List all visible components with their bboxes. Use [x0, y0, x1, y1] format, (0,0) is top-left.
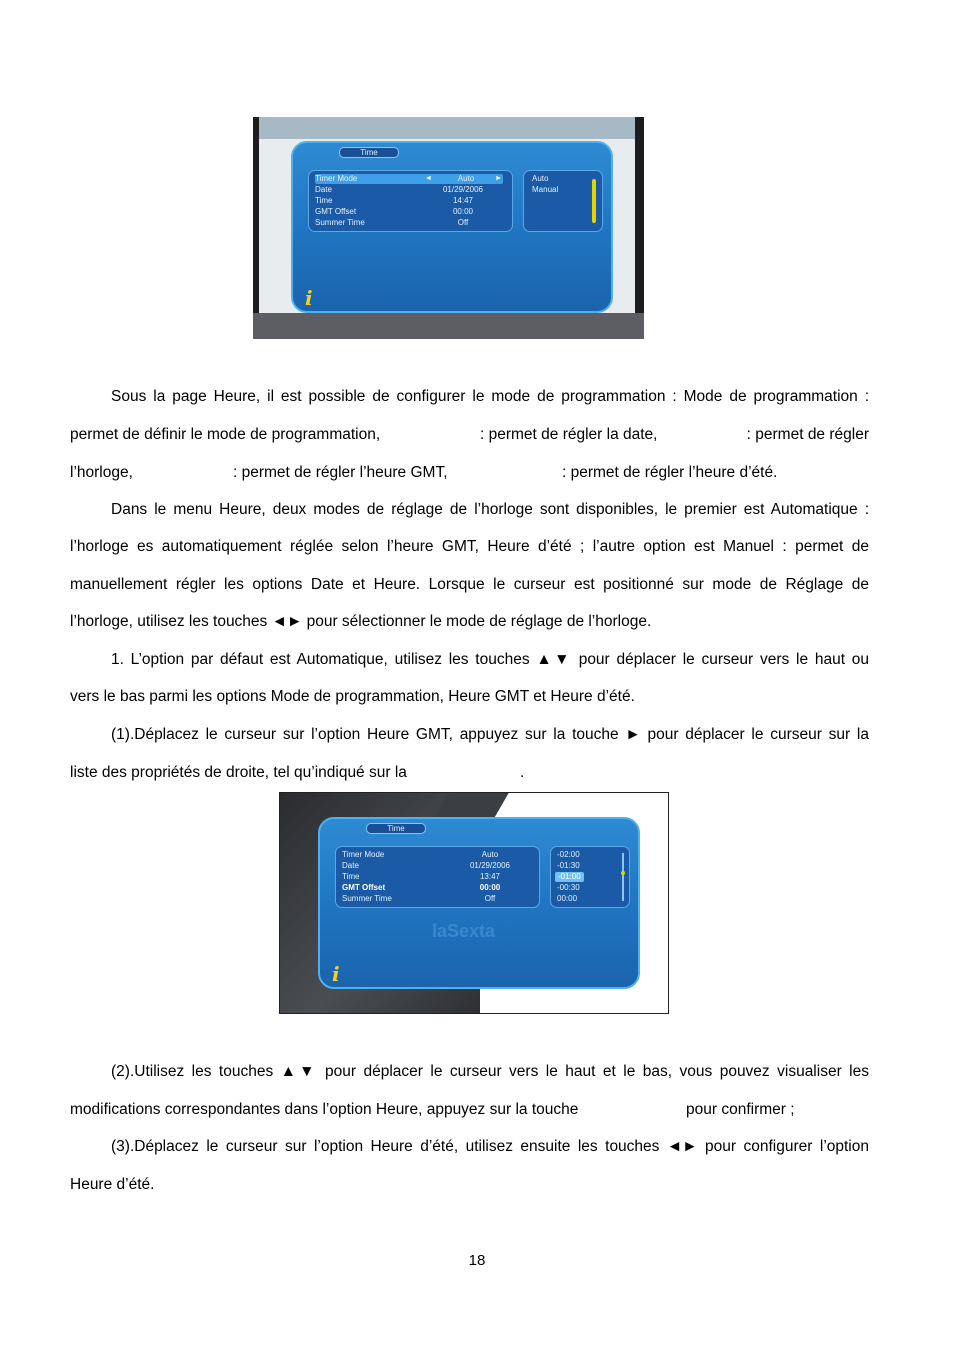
time-menu-panel [291, 141, 613, 313]
row-time[interactable] [315, 196, 503, 206]
row-label: Time [342, 872, 360, 881]
paragraph-line: l’horloge es automatiquement réglée selon l’heure GMT, Heure d’été ; l’autre option est Manuel : permet de [70, 538, 869, 555]
row-label: GMT Offset [315, 207, 357, 216]
row-value: Off [457, 218, 469, 227]
row-gmt-offset[interactable] [342, 883, 530, 893]
paragraph-line: (1).Déplacez le curseur sur l’option Heure GMT, appuyez sur la touche ► pour déplacer le curseur sur la [111, 726, 869, 743]
row-label: Summer Time [315, 218, 365, 227]
menu-title: Time [339, 147, 399, 158]
row-date[interactable] [342, 861, 530, 871]
text-segment: . [520, 764, 525, 781]
row-summer-time[interactable] [342, 894, 530, 904]
option-item[interactable]: Auto [532, 174, 549, 183]
paragraph-line: Heure d’été. [70, 1176, 155, 1193]
row-value: Auto [481, 850, 499, 859]
row-timer-mode[interactable] [315, 174, 503, 184]
row-value: 01/29/2006 [442, 185, 484, 194]
menu-title: Time [366, 823, 426, 834]
row-label: Date [315, 185, 332, 194]
info-icon: i [332, 962, 340, 986]
option-item[interactable]: 00:00 [557, 894, 578, 903]
text-segment: pour confirmer ; [686, 1101, 795, 1118]
scrollbar[interactable] [592, 179, 596, 223]
row-label: Time [315, 196, 333, 205]
row-value: 01/29/2006 [469, 861, 511, 870]
option-item[interactable]: -02:00 [557, 850, 580, 859]
text-segment: liste des propriétés de droite, tel qu’indiqué sur la [70, 764, 407, 781]
options-list [523, 170, 603, 232]
paragraph-line: (2).Utilisez les touches ▲▼ pour déplacer le curseur vers le haut et le bas, vous pouvez visualiser les [111, 1063, 869, 1080]
row-time[interactable] [342, 872, 530, 882]
option-item-selected[interactable]: -01:00 [555, 872, 584, 882]
paragraph-line: Sous la page Heure, il est possible de configurer le mode de programmation : Mode de programmation : [111, 388, 869, 405]
paragraph-line: manuellement régler les options Date et Heure. Lorsque le curseur est positionné sur mode de Réglage de [70, 576, 869, 593]
row-timer-mode[interactable] [342, 850, 530, 860]
row-value: Off [484, 894, 496, 903]
settings-list [335, 846, 540, 908]
row-label: Summer Time [342, 894, 392, 903]
right-arrow-icon: ► [495, 175, 502, 182]
row-label: Date [342, 861, 359, 870]
paragraph-line: vers le bas parmi les options Mode de programmation, Heure GMT et Heure d’été. [70, 688, 635, 705]
options-list [550, 846, 630, 908]
row-date[interactable] [315, 185, 503, 195]
row-gmt-offset[interactable] [315, 207, 503, 217]
background-floor [253, 313, 644, 339]
paragraph-line: 1. L’option par défaut est Automatique, utilisez les touches ▲▼ pour déplacer le curseur vers le haut ou [111, 651, 869, 668]
paragraph-line: Dans le menu Heure, deux modes de réglage de l’horloge sont disponibles, le premier est Automatique : [111, 501, 869, 518]
row-value: 00:00 [452, 207, 474, 216]
text-segment: : permet de régler [746, 426, 869, 443]
settings-list [308, 170, 513, 232]
row-value: 13:47 [479, 872, 501, 881]
watermark-logo: laSexta [432, 921, 496, 941]
row-label: GMT Offset [342, 883, 386, 892]
text-segment: : permet de régler la date, [480, 426, 658, 443]
text-segment: permet de définir le mode de programmation, [70, 426, 381, 443]
row-value: 14:47 [452, 196, 474, 205]
text-segment: : permet de régler l’heure d’été. [562, 464, 778, 481]
paragraph-line: l’horloge, utilisez les touches ◄► pour sélectionner le mode de réglage de l’horloge. [70, 613, 652, 630]
paragraph-line: (3).Déplacez le curseur sur l’option Heure d’été, utilisez ensuite les touches ◄► pour configurer l’option [111, 1138, 869, 1155]
option-item[interactable]: -01:30 [557, 861, 580, 870]
background-sky [259, 117, 635, 139]
time-menu-screenshot-gmt-offset [279, 792, 669, 1014]
info-icon: i [305, 286, 313, 310]
row-summer-time[interactable] [315, 218, 503, 228]
row-label: Timer Mode [342, 850, 385, 859]
text-segment: l’horloge, [70, 464, 133, 481]
row-label: Timer Mode [315, 174, 358, 183]
left-arrow-icon: ◄ [425, 175, 432, 182]
text-segment: : permet de régler l’heure GMT, [233, 464, 448, 481]
time-menu-screenshot-auto [253, 117, 644, 339]
text-segment: modifications correspondantes dans l’option Heure, appuyez sur la touche [70, 1101, 579, 1118]
time-menu-panel [318, 817, 640, 989]
row-value: 00:00 [479, 883, 501, 892]
row-value: Auto [457, 174, 475, 183]
option-item[interactable]: -00:30 [557, 883, 580, 892]
scrollbar[interactable] [622, 853, 624, 901]
page-number: 18 [468, 1252, 486, 1269]
option-item[interactable]: Manual [532, 185, 559, 194]
scrollbar-thumb[interactable] [621, 871, 625, 875]
